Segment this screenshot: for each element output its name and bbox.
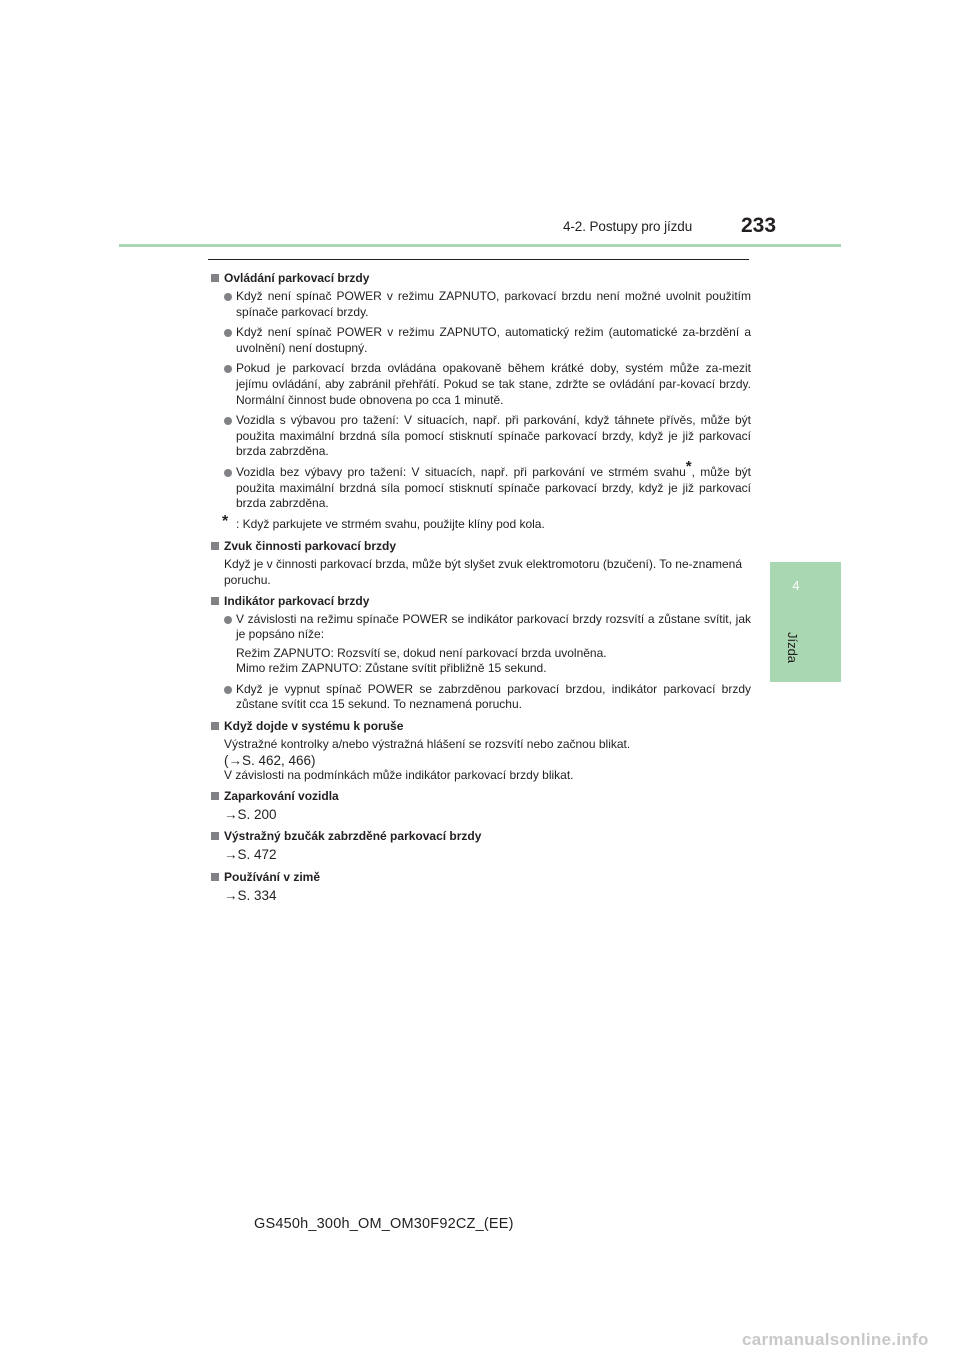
mode-line: Mimo režim ZAPNUTO: Zůstane svítit přibližně 15 sekund. xyxy=(236,661,547,676)
section-system-malfunction xyxy=(210,718,751,784)
section-title xyxy=(210,538,751,554)
chapter-label xyxy=(778,627,808,667)
page-reference: →S. 334 xyxy=(224,888,277,904)
section-parking-brake-sound xyxy=(210,538,751,588)
list-item-text: V závislosti na režimu spínače POWER se indikátor parkovací brzdy rozsvítí a zůstane svítit, jak je popsáno níže: xyxy=(236,611,751,642)
square-bullet-icon xyxy=(211,274,219,282)
document-code: GS450h_300h_OM_OM30F92CZ_(EE) xyxy=(254,1216,514,1232)
content-body xyxy=(210,270,751,910)
section-title-text: Když dojde v systému k poruše xyxy=(224,719,404,734)
list-item xyxy=(210,413,751,460)
chapter-number: 4 xyxy=(792,578,800,593)
list-item-text: Vozidla bez výbavy pro tažení: V situacích, např. při parkování ve strmém svahu xyxy=(236,464,686,479)
list-item xyxy=(210,612,751,677)
section-title-text: Zvuk činnosti parkovací brzdy xyxy=(224,539,397,554)
section-title-text: Ovládání parkovací brzdy xyxy=(224,271,370,285)
list-item xyxy=(210,457,751,512)
section-parking-vehicle xyxy=(210,788,751,823)
section-title xyxy=(210,869,751,885)
round-bullet-icon xyxy=(224,469,232,477)
section-title-text: Indikátor parkovací brzdy xyxy=(224,593,370,608)
footnote-text: : Když parkujete ve strmém svahu, použijte klíny pod kola. xyxy=(236,516,545,531)
section-parking-brake-indicator xyxy=(210,593,751,714)
section-title xyxy=(210,593,751,609)
section-title-text: Zaparkování vozidla xyxy=(224,788,339,803)
paragraph: Když je v činnosti parkovací brzda, může být slyšet zvuk elektromotoru (bzučení). To ne-znamená poruchu. xyxy=(224,557,743,587)
round-bullet-icon xyxy=(224,329,232,337)
list-item-text: Pokud je parkovací brzda ovládána opakovaně během krátké doby, systém může za-mezit jejímu ovládání, aby zabránil přehřátí. Pokud se tak stane, zdržte se ovládání par-kovací brzdy. Normální činnost bude obnovena po cca 1 minutě. xyxy=(236,361,751,407)
page-number: 233 xyxy=(741,214,777,237)
list-item-text: Když není spínač POWER v režimu ZAPNUTO, parkovací brzdu není možné uvolnit použitím spínače parkovací brzdy. xyxy=(236,289,751,319)
round-bullet-icon xyxy=(224,417,232,425)
round-bullet-icon xyxy=(224,686,232,694)
content-rule xyxy=(208,259,749,260)
watermark: carmanualsonline.info xyxy=(742,1330,929,1349)
square-bullet-icon xyxy=(211,542,219,550)
list-item xyxy=(210,682,751,713)
section-title xyxy=(210,718,751,734)
paragraph: V závislosti na podmínkách může indikátor parkovací brzdy blikat. xyxy=(224,768,574,783)
list-item-text: Když je vypnut spínač POWER se zabrzděnou parkovací brzdou, indikátor parkovací brzdy zůstane svítit cca 15 sekund. To neznamená poruchu. xyxy=(236,681,751,712)
square-bullet-icon xyxy=(211,873,219,881)
list-item-text: Když není spínač POWER v režimu ZAPNUTO, automatický režim (automatické za-brzdění a uvolnění) není dostupný. xyxy=(236,325,751,355)
header-rule xyxy=(119,244,841,247)
page-reference: (→S. 462, 466) xyxy=(224,752,316,768)
page-reference: →S. 472 xyxy=(224,847,277,863)
section-title-text: Výstražný bzučák zabrzděné parkovací brzdy xyxy=(224,829,482,844)
header-section-title: 4-2. Postupy pro jízdu xyxy=(563,219,693,234)
asterisk-mark: * xyxy=(685,457,692,475)
round-bullet-icon xyxy=(224,293,232,301)
section-winter-use xyxy=(210,869,751,904)
section-parking-brake-buzzer xyxy=(210,828,751,863)
list-item xyxy=(210,289,751,320)
paragraph: Výstražné kontrolky a/nebo výstražná hlášení se rozsvítí nebo začnou blikat. xyxy=(224,737,631,752)
round-bullet-icon xyxy=(224,616,232,624)
section-title xyxy=(210,788,751,804)
list-item xyxy=(210,361,751,408)
section-parking-brake-operation xyxy=(210,270,751,532)
square-bullet-icon xyxy=(211,597,219,605)
mode-line: Režim ZAPNUTO: Rozsvítí se, dokud není parkovací brzda uvolněna. xyxy=(236,645,607,660)
section-title-text: Používání v zimě xyxy=(224,870,321,885)
page-reference: →S. 200 xyxy=(224,806,277,822)
list-item-text-end: , může být použita maximální brzdná síla pomocí stisknutí spínače parkovací brzdy, když je již parkovací brzda zabrzděna. xyxy=(236,464,751,511)
footnote xyxy=(210,512,751,533)
square-bullet-icon xyxy=(211,722,219,730)
square-bullet-icon xyxy=(211,792,219,800)
square-bullet-icon xyxy=(211,832,219,840)
list-item-text: Vozidla s výbavou pro tažení: V situacích, např. při parkování, když táhnete přívěs, může být použita maximální brzdná síla pomocí stisknutí spínače parkovací brzdy, když je již parkovací brzda zabrzděna. xyxy=(236,413,751,459)
footnote-mark: * xyxy=(222,512,229,530)
chapter-label-text: Jízda xyxy=(785,631,801,663)
section-title xyxy=(210,270,751,286)
list-item xyxy=(210,325,751,356)
section-title xyxy=(210,828,751,844)
round-bullet-icon xyxy=(224,365,232,373)
